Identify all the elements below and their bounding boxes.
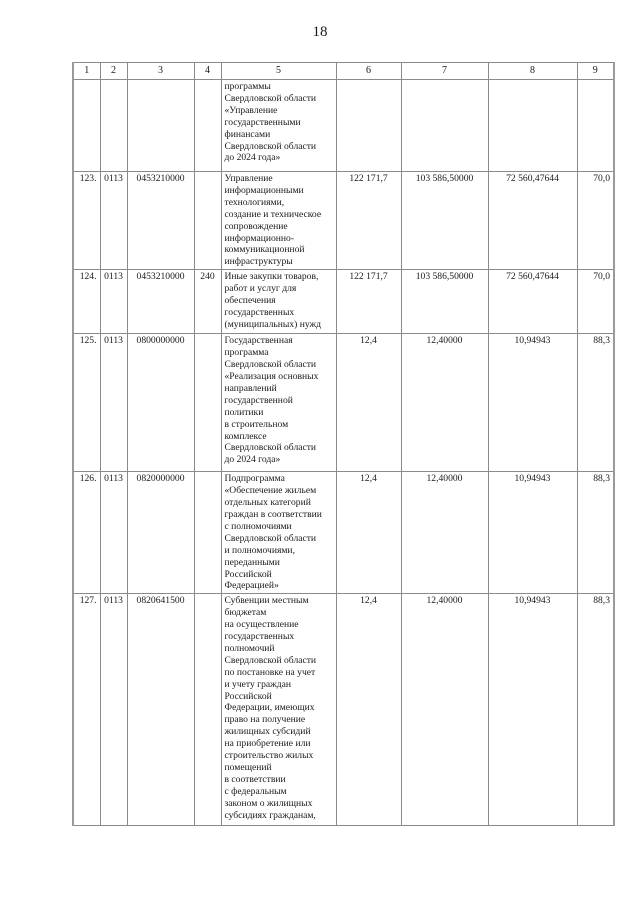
expense-type-cell <box>194 594 221 826</box>
item-name-line: «Реализация основных <box>224 370 319 382</box>
item-name-line: Свердловской области <box>224 359 317 371</box>
table-row <box>73 172 614 270</box>
section-code-cell: 0113 <box>100 594 127 826</box>
execution-percent-cell: 70,0 <box>577 270 614 334</box>
approved-amount-cell: 12,4 <box>336 594 401 826</box>
table-row <box>73 334 614 472</box>
item-name-line: до 2024 года» <box>224 152 281 164</box>
column-header-5: 5 <box>221 63 336 80</box>
expense-type-cell <box>194 80 221 172</box>
item-name-line: направлений <box>224 382 277 394</box>
row-number-cell: 124. <box>73 270 100 334</box>
row-number-cell: 126. <box>73 472 100 594</box>
item-name-cell <box>221 334 336 472</box>
target-code-cell <box>127 80 194 172</box>
column-header-4: 4 <box>194 63 221 80</box>
item-name-line: государственной <box>224 394 293 406</box>
item-name-line: по постановке на учет <box>224 666 316 678</box>
executed-amount-cell: 10,94943 <box>488 334 577 472</box>
execution-percent-cell <box>577 80 614 172</box>
item-name-line: Свердловской области <box>224 654 317 666</box>
item-name-line: «Обеспечение жильем <box>224 485 317 497</box>
row-number-cell <box>73 80 100 172</box>
item-name-line: законом о жилищных <box>224 797 313 809</box>
item-name-line: коммуникационной <box>224 244 305 256</box>
item-name-line: политики <box>224 406 264 418</box>
item-name-cell <box>221 270 336 334</box>
target-code-cell: 0800000000 <box>127 334 194 472</box>
item-name-line: полномочий <box>224 642 275 654</box>
item-name-line: и полномочиями, <box>224 544 295 556</box>
plan-amount-cell: 12,40000 <box>401 594 488 826</box>
item-name-line: Федерацией» <box>224 580 279 592</box>
section-code-cell <box>100 80 127 172</box>
expense-type-cell <box>194 334 221 472</box>
budget-table <box>72 62 615 826</box>
item-name-line: жилищных субсидий <box>224 726 311 738</box>
column-header-2: 2 <box>100 63 127 80</box>
plan-amount-cell <box>401 80 488 172</box>
item-name-line: комплексе <box>224 430 267 442</box>
section-code-cell: 0113 <box>100 334 127 472</box>
executed-amount-cell <box>488 80 577 172</box>
executed-amount-cell: 10,94943 <box>488 594 577 826</box>
column-header-9: 9 <box>577 63 614 80</box>
item-name-line: финансами <box>224 128 271 140</box>
item-name-line: работ и услуг для <box>224 283 297 295</box>
item-name-line: Субвенции местным <box>224 595 309 607</box>
column-header-8: 8 <box>488 63 577 80</box>
item-name-line: информационно- <box>224 232 295 244</box>
item-name-line: на осуществление <box>224 619 299 631</box>
item-name-line: отдельных категорий <box>224 497 311 509</box>
item-name-line: программа <box>224 347 269 359</box>
plan-amount-cell: 12,40000 <box>401 334 488 472</box>
expense-type-cell <box>194 172 221 270</box>
item-name-line: создание и техническое <box>224 208 322 220</box>
item-name-line: строительство жилых <box>224 750 314 762</box>
section-code-cell: 0113 <box>100 172 127 270</box>
item-name-line: Подпрограмма <box>224 473 285 485</box>
item-name-cell <box>221 472 336 594</box>
executed-amount-cell: 72 560,47644 <box>488 270 577 334</box>
target-code-cell: 0453210000 <box>127 270 194 334</box>
item-name-line: Управление <box>224 173 273 184</box>
target-code-cell: 0453210000 <box>127 172 194 270</box>
expense-type-cell <box>194 472 221 594</box>
item-name-line: с полномочиями <box>224 520 292 532</box>
item-name-line: технологиями, <box>224 196 285 208</box>
item-name-line: обеспечения <box>224 295 276 307</box>
item-name-line: помещений <box>224 762 272 773</box>
item-name-line: Российской <box>224 690 272 702</box>
execution-percent-cell: 70,0 <box>577 172 614 270</box>
row-number-cell: 125. <box>73 334 100 472</box>
item-name-line: информационными <box>224 184 304 196</box>
item-name-line: Федерации, имеющих <box>224 702 315 714</box>
item-name-cell <box>221 594 336 826</box>
item-name-line: «Управление <box>224 104 278 116</box>
item-name-line: государственными <box>224 116 301 128</box>
item-name-line: до 2024 года» <box>224 454 281 466</box>
item-name-line: на приобретение или <box>224 738 311 750</box>
item-name-line: сопровождение <box>224 220 288 232</box>
execution-percent-cell: 88,3 <box>577 472 614 594</box>
column-header-3: 3 <box>127 63 194 80</box>
plan-amount-cell: 12,40000 <box>401 472 488 594</box>
item-name-line: и учету граждан <box>224 678 292 690</box>
item-name-line: переданными <box>224 556 280 568</box>
column-header-1: 1 <box>73 63 100 80</box>
item-name-line: субсидиях гражданам, <box>224 809 316 821</box>
approved-amount-cell: 122 171,7 <box>336 270 401 334</box>
plan-amount-cell: 103 586,50000 <box>401 270 488 334</box>
item-name-line: Свердловской области <box>224 442 317 454</box>
target-code-cell: 0820641500 <box>127 594 194 826</box>
target-code-cell: 0820000000 <box>127 472 194 594</box>
section-code-cell: 0113 <box>100 472 127 594</box>
item-name-line: с федеральным <box>224 785 287 797</box>
expense-type-cell: 240 <box>194 270 221 334</box>
column-header-6: 6 <box>336 63 401 80</box>
item-name-line: инфраструктуры <box>224 256 293 268</box>
approved-amount-cell: 12,4 <box>336 334 401 472</box>
execution-percent-cell: 88,3 <box>577 334 614 472</box>
item-name-line: Свердловской области <box>224 92 317 104</box>
item-name-cell <box>221 80 336 172</box>
item-name-line: право на получение <box>224 714 306 726</box>
item-name-line: Свердловской области <box>224 532 317 544</box>
header-row <box>73 63 614 80</box>
row-number-cell: 123. <box>73 172 100 270</box>
table-row <box>73 80 614 172</box>
item-name-line: государственных <box>224 306 295 318</box>
item-name-line: бюджетам <box>224 607 267 619</box>
item-name-line: в соответствии <box>224 773 286 785</box>
approved-amount-cell: 122 171,7 <box>336 172 401 270</box>
executed-amount-cell: 10,94943 <box>488 472 577 594</box>
item-name-cell <box>221 172 336 270</box>
item-name-line: программы <box>224 81 271 92</box>
item-name-line: государственных <box>224 631 295 643</box>
section-code-cell: 0113 <box>100 270 127 334</box>
executed-amount-cell: 72 560,47644 <box>488 172 577 270</box>
column-header-7: 7 <box>401 63 488 80</box>
approved-amount-cell: 12,4 <box>336 472 401 594</box>
item-name-line: Российской <box>224 568 272 580</box>
table-row <box>73 270 614 334</box>
plan-amount-cell: 103 586,50000 <box>401 172 488 270</box>
item-name-line: Свердловской области <box>224 140 317 152</box>
table-row <box>73 472 614 594</box>
item-name-line: Иные закупки товаров, <box>224 271 319 283</box>
table-body <box>73 80 614 826</box>
item-name-line: (муниципальных) нужд <box>224 318 322 330</box>
execution-percent-cell: 88,3 <box>577 594 614 826</box>
page-number: 18 <box>312 24 328 40</box>
row-number-cell: 127. <box>73 594 100 826</box>
item-name-line: в строительном <box>224 418 289 430</box>
approved-amount-cell <box>336 80 401 172</box>
item-name-line: Государственная <box>224 335 293 347</box>
table-row <box>73 594 614 826</box>
item-name-line: граждан в соответствии <box>224 508 322 520</box>
